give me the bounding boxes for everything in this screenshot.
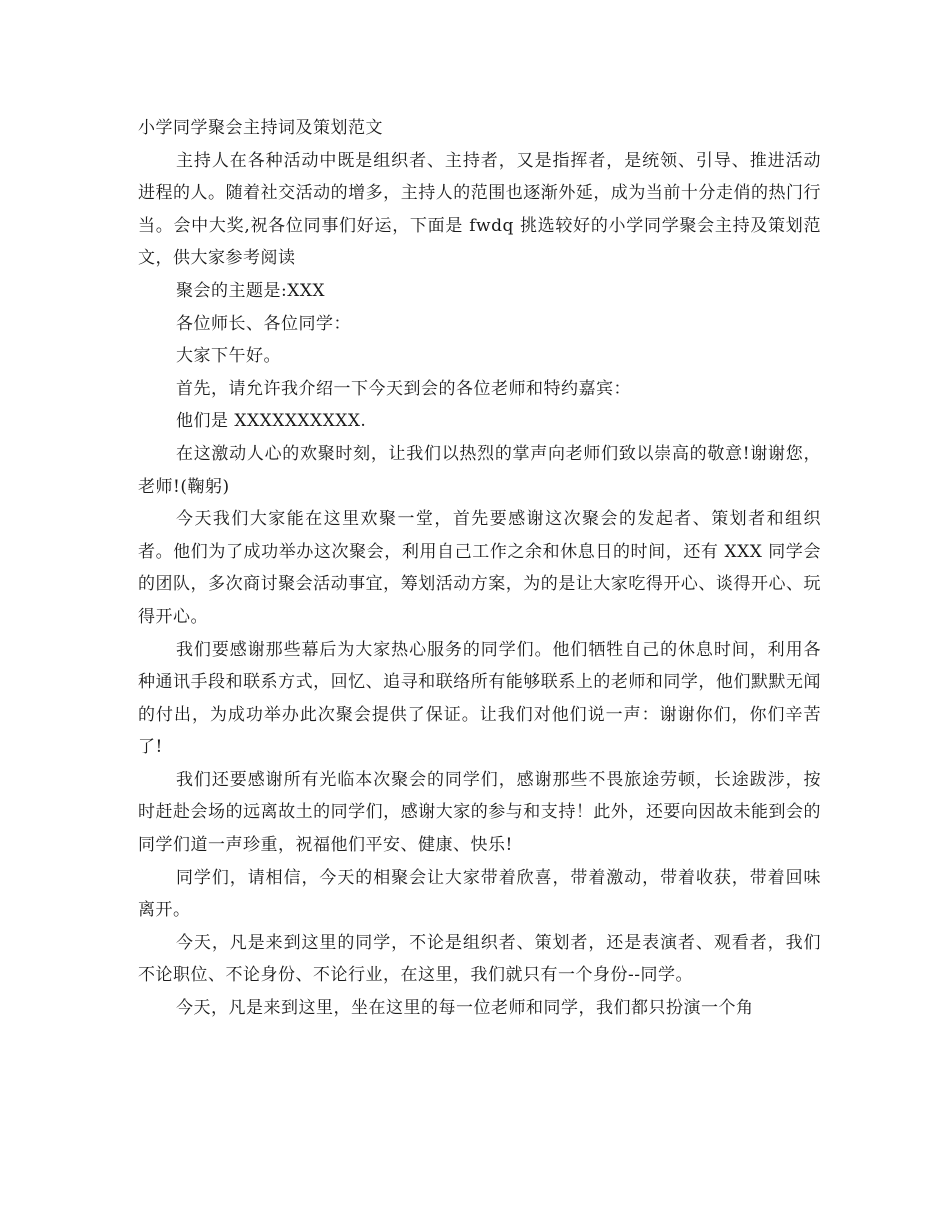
document-title: 小学同学聚会主持词及策划范文 (138, 118, 383, 138)
paragraph-introduce-guests: 首先，请允许我介绍一下今天到会的各位老师和特约嘉宾： (176, 378, 631, 399)
paragraph-believe: 同学们，请相信，今天的相聚会让大家带着欣喜，带着激动，带着收获，带着回味离开。 (138, 867, 821, 921)
paragraph-thank-helpers: 我们要感谢那些幕后为大家热心服务的同学们。他们牺牲自己的休息时间，利用各种通讯手段和联系方式，回忆、追寻和联络所有能够联系上的老师和同学，他们默默无闻的付出，为成功举办此次聚会提供了保证。让我们对他们说一声：谢谢你们，你们辛苦了! (138, 639, 821, 758)
paragraph-identity: 今天，凡是来到这里的同学，不论是组织者、策划者，还是表演者、观看者，我们不论职位、不论身份、不论行业，在这里，我们就只有一个身份--同学。 (138, 932, 821, 986)
paragraph-theme: 聚会的主题是:XXX (176, 280, 326, 301)
paragraph-greeting-teachers: 各位师长、各位同学： (176, 313, 351, 334)
paragraph-thank-organizers: 今天我们大家能在这里欢聚一堂，首先要感谢这次聚会的发起者、策划者和组织者。他们为了成功举办这次聚会，利用自己工作之余和休息日的时间，还有 XXX 同学会的团队，多次商讨聚会活动事宜，筹划活动方案，为的是让大家吃得开心、谈得开心、玩得开心。 (138, 509, 821, 627)
paragraph-thank-attendees: 我们还要感谢所有光临本次聚会的同学们，感谢那些不畏旅途劳顿，长途跋涉，按时赶赴会场的远离故土的同学们，感谢大家的参与和支持！此外，还要向因故未能到会的同学们道一声珍重，祝福他们平安、健康、快乐! (138, 769, 821, 856)
paragraph-guest-names: 他们是 XXXXXXXXXX. (176, 411, 367, 432)
paragraph-good-afternoon: 大家下午好。 (176, 346, 281, 367)
paragraph-thank-teachers: 在这激动人心的欢聚时刻，让我们以热烈的掌声向老师们致以崇高的敬意!谢谢您，老师!(鞠躬) (138, 443, 821, 497)
document-page (138, 112, 821, 1025)
paragraph-intro: 主持人在各种活动中既是组织者、主持者，又是指挥者，是统领、引导、推进活动进程的人。随着社交活动的增多，主持人的范围也逐渐外延，成为当前十分走俏的热门行当。会中大奖,祝各位同事们好运，下面是 fwdq 挑选较好的小学同学聚会主持及策划范文，供大家参考阅读 (138, 150, 821, 269)
paragraph-role: 今天，凡是来到这里，坐在这里的每一位老师和同学，我们都只扮演一个角 (176, 998, 754, 1019)
